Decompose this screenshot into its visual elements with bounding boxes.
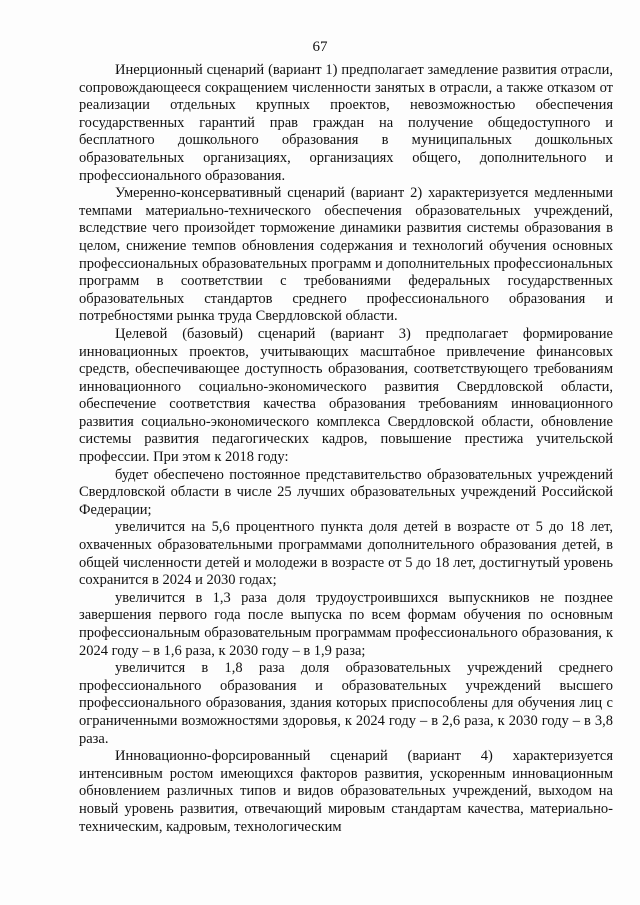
- paragraph-target-item-accessibility: увеличится в 1,8 раза доля образовательных учреждений среднего профессионального образования и образовательных учреждений высшего профессионального образования, здания которых приспособлены для обучения лиц с ограниченными возможностями здоровья, к 2024 году – в 2,6 раза, к 2030 году – в 3,8 раза.: [79, 660, 613, 747]
- paragraph-target-item-employment: увеличится в 1,3 раза доля трудоустроившихся выпускников не позднее завершения первого года после выпуска по всем формам обучения по основным профессиональным образовательным программам профессионального образования, к 2024 году – в 1,6 раза, к 2030 году – в 1,9 раза;: [79, 589, 613, 659]
- paragraph-target-item-representation: будет обеспечено постоянное представительство образовательных учреждений Свердловской области в числе 25 лучших образовательных учреждений Российской Федерации;: [79, 466, 613, 518]
- paragraph-inertial-scenario: Инерционный сценарий (вариант 1) предполагает замедление развития отрасли, сопровождающееся сокращением численности занятых в отрасли, а также отказом от реализации отдельных крупных проектов, невозможностью обеспечения государственных гарантий прав граждан на получение общедоступного и бесплатного дошкольного образования в муниципальных дошкольных образовательных организациях, организациях общего, дополнительного и профессионального образования.: [79, 62, 613, 184]
- paragraph-moderate-conservative-scenario: Умеренно-консервативный сценарий (вариант 2) характеризуется медленными темпами материально-технического обеспечения образовательных учреждений, вследствие чего произойдет торможение динамики развития системы образования в целом, снижение темпов обновления содержания и технологий обучения основных профессиональных образовательных программ и дополнительных профессиональных программ в соответствии с требованиями федеральных государственных образовательных стандартов среднего профессионального образования и потребностями рынка труда Свердловской области.: [79, 185, 613, 325]
- paragraph-innovation-forced-scenario: Инновационно-форсированный сценарий (вариант 4) характеризуется интенсивным ростом имеющихся факторов развития, ускоренным инновационным обновлением различных типов и видов образовательных учреждений, выходом на новый уровень развития, отвечающий мировым стандартам качества, материально-техническим, кадровым, технологическим: [79, 748, 613, 835]
- paragraph-target-item-additional-education: увеличится на 5,6 процентного пункта доля детей в возрасте от 5 до 18 лет, охваченных образовательными программами дополнительного образования детей, в общей численности детей и молодежи в возрасте от 5 до 18 лет, достигнутый уровень сохранится в 2024 и 2030 годах;: [79, 519, 613, 589]
- page-number: 67: [312, 39, 328, 55]
- document-body: [79, 62, 613, 836]
- paragraph-target-scenario: Целевой (базовый) сценарий (вариант 3) предполагает формирование инновационных проектов, учитывающих масштабное привлечение финансовых средств, обеспечивающее доступность образования, соответствующего требованиям инновационного социально-экономического развития Свердловской области, обеспечение соответствия качества образования требованиям инновационного развития социально-экономического комплекса Свердловской области, обновление системы развития педагогических кадров, повышение престижа учительской профессии. При этом к 2018 году:: [79, 325, 613, 466]
